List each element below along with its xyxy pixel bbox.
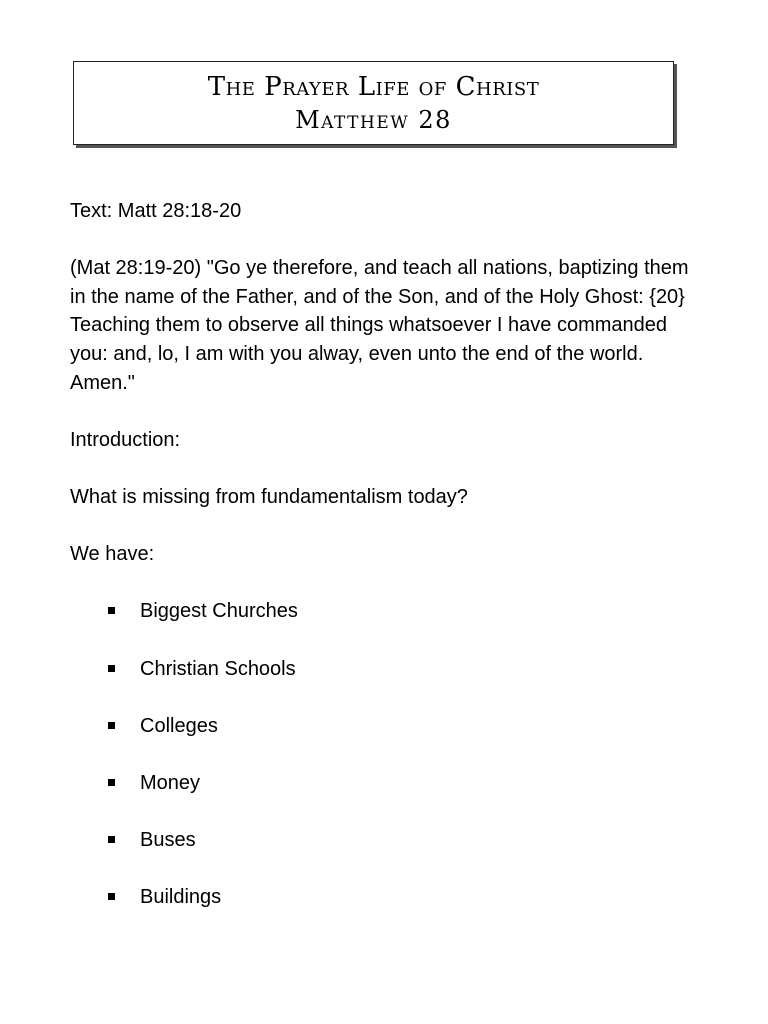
bullet-list (70, 597, 690, 912)
list-item (70, 826, 690, 855)
we-have-line: We have: (70, 543, 155, 566)
page-title: The Prayer Life of Christ (207, 72, 540, 102)
text-reference: Text: Matt 28:18-20 (70, 200, 242, 222)
square-bullet-icon (108, 893, 115, 900)
list-item-label: Buildings (140, 886, 222, 909)
list-item (70, 712, 690, 741)
list-item-label: Biggest Churches (140, 600, 298, 623)
square-bullet-icon (108, 665, 115, 672)
question-line: What is missing from fundamentalism today? (70, 485, 468, 508)
list-item (70, 655, 690, 684)
list-item-label: Money (140, 771, 201, 794)
title-box (73, 61, 674, 145)
square-bullet-icon (108, 836, 115, 843)
page-subtitle: Matthew 28 (295, 106, 452, 134)
square-bullet-icon (108, 722, 115, 729)
list-item (70, 597, 690, 626)
introduction-heading: Introduction: (70, 428, 181, 451)
list-item-label: Christian Schools (140, 657, 296, 680)
list-item (70, 883, 690, 912)
square-bullet-icon (108, 607, 115, 614)
square-bullet-icon (108, 779, 115, 786)
list-item (70, 769, 690, 798)
list-item-label: Colleges (140, 714, 218, 737)
scripture-passage: (Mat 28:19-20) "Go ye therefore, and teach all nations, baptizing them in the name of the Father, and of the Son, and of the Holy Ghost: {20} Teaching them to observe all things whatsoever I have commanded you: and, lo, I am with you alway, even unto the end of the world. Amen." (70, 257, 689, 394)
list-item-label: Buses (140, 829, 196, 852)
document-body (70, 197, 690, 940)
